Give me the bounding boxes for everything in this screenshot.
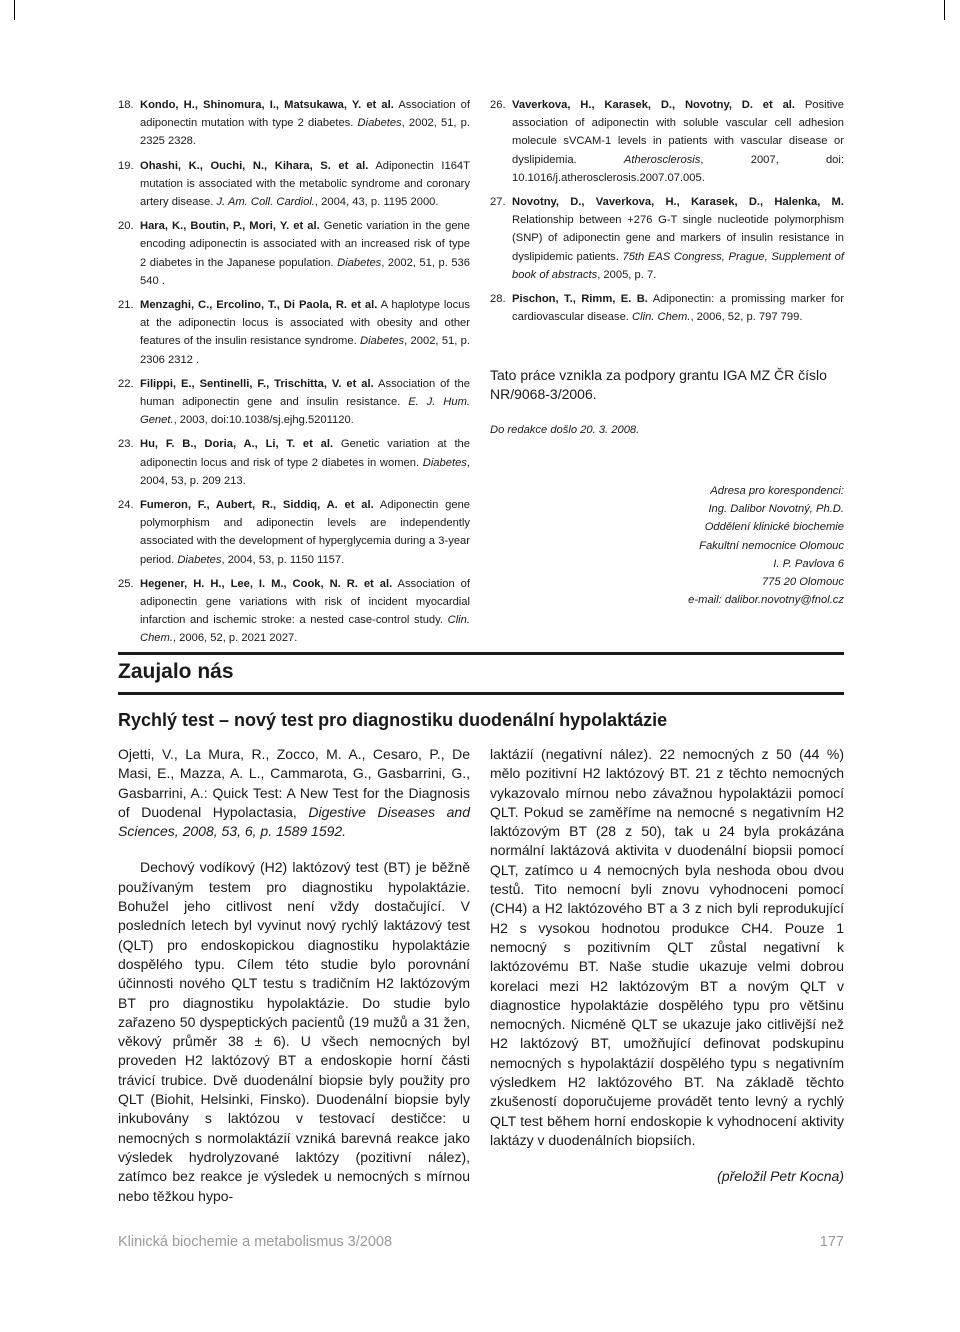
reference-item: 24. Fumeron, F., Aubert, R., Siddiq, A. et al. Adiponectin gene polymorphism and adiponectin levels are independently associated with the development of hyperglycemia during a 3-year period. Diabetes, 2004, 53, p. 1150 1157. bbox=[118, 499, 471, 566]
crop-mark-left bbox=[14, 0, 15, 20]
address-street: I. P. Pavlova 6 bbox=[773, 557, 844, 570]
reference-item: 20. Hara, K., Boutin, P., Mori, Y. et al. Genetic variation in the gene encoding adiponectin is associated with an increased risk of type 2 diabetes in the Japanese population. Diabetes, 2002, 51, p. 536 540 . bbox=[118, 220, 470, 287]
page-number: 177 bbox=[819, 1234, 844, 1250]
article-body-left bbox=[118, 745, 470, 1223]
address-email: e-mail: dalibor.novotny@fnol.cz bbox=[688, 594, 844, 607]
reference-item: 25. Hegener, H. H., Lee, I. M., Cook, N. R. et al. Association of adiponectin gene variations with risk of incident myocardial infarction and ischemic stroke: a nested case-control study. Clin. Chem., 2006, 52, p. 2021 2027. bbox=[118, 577, 470, 645]
reference-item: 23. Hu, F. B., Doria, A., Li, T. et al. Genetic variation at the adiponectin locus and risk of type 2 diabetes in women. Diabetes, 2004, 53, p. 209 213. bbox=[118, 438, 470, 487]
acknowledgement: Tato práce vznikla za podpory grantu IGA MZ ČR číslo NR/9068-3/2006. bbox=[490, 367, 827, 402]
crop-mark-right bbox=[944, 0, 945, 20]
reference-item: 28. Pischon, T., Rimm, E. B. Adiponectin: a promissing marker for cardiovascular disease. Clin. Chem., 2006, 52, p. 797 799. bbox=[490, 293, 844, 324]
address-dept: Oddělení klinické biochemie bbox=[704, 521, 844, 534]
article-body-right bbox=[490, 745, 844, 1204]
footer-journal: Klinická biochemie a metabolismus 3/2008 bbox=[118, 1234, 393, 1250]
page-footer bbox=[118, 1234, 844, 1250]
references-left-column bbox=[118, 96, 470, 654]
received-date: Do redakce došlo 20. 3. 2008. bbox=[490, 424, 640, 436]
reference-item: 21. Menzaghi, C., Ercolino, T., Di Paola, R. et al. A haplotype locus at the adiponectin locus is associated with obesity and other features of the insulin resistance syndrome. Diabetes, 2002, 51, p. 2306 2312 . bbox=[118, 299, 470, 366]
address-heading: Adresa pro korespondenci: bbox=[710, 485, 844, 497]
section-rule-bottom bbox=[118, 692, 844, 695]
correspondence-address bbox=[544, 482, 844, 609]
reference-item: 27. Novotny, D., Vaverkova, H., Karasek, D., Halenka, M. Relationship between +276 G-T single nucleotide polymorphism (SNP) of adiponectin gene and markers of insulin resistance in dyslipidemic patients. 75th EAS Congress, Prague, Supplement of book of abstracts, 2005, p. 7. bbox=[490, 196, 844, 281]
article-citation: Ojetti, V., La Mura, R., Zocco, M. A., Cesaro, P., De Masi, E., Mazza, A. L., Cammarota, G., Gasbarrini, G., Gasbarrini, A.: Quick Test: A New Test for the Diagnosis of Duodenal Hypolactasia, Digestive Diseases and Sciences, 2008, 53, 6, p. 1589 1592. bbox=[118, 746, 471, 840]
reference-item: 22. Filippi, E., Sentinelli, F., Trischitta, V. et al. Association of the human adiponectin gene and insulin resistance. E. J. Hum. Genet., 2003, doi:10.1038/sj.ejhg.5201120. bbox=[118, 377, 471, 427]
section-title: Zaujalo nás bbox=[118, 660, 234, 683]
article-paragraph: Dechový vodíkový (H2) laktózový test (BT) je běžně používaným testem pro diagnostiku hypolaktázie. Bohužel jeho citlivost není vždy dostačující. V posledních letech byl vyvinut nový rychlý laktázový test (QLT) pro endoskopickou diagnostiku hypolaktázie dospělého typu. Cílem této studie bylo porovnání účinnosti nového QLT testu s tradičním H2 laktózovým BT pro diagnostiku hypolaktázie. Do studie bylo zařazeno 50 dyspeptických pacientů (19 mužů a 31 žen, věkový průměr 38 ± 6). U všech nemocných byl proveden H2 laktózový BT a endoskopie horní části trávicí trubice. Dvě duodenální biopsie byly použity pro QLT (Biohit, Helsinki, Finsko). Duodenální biopsie byly inkubovány s laktózou v testovací destičce: u nemocných s normolaktázií vzniká barevná reakce jako výsledek hydrolyzované laktózy (pozitivní nález), zatímco bez reakce je výsledek u nemocných s mírnou nebo těžkou hypo- bbox=[118, 859, 470, 1204]
article-title: Rychlý test – nový test pro diagnostiku duodenální hypolaktázie bbox=[118, 710, 668, 730]
address-name: Ing. Dalibor Novotný, Ph.D. bbox=[708, 503, 844, 516]
article-paragraph: laktázií (negativní nález). 22 nemocných z 50 (44 %) mělo pozitivní H2 laktózový BT. 21 z těchto nemocných vykazovalo mírnou nebo závažnou hypolaktázii pomocí QLT. Pokud se zaměříme na nemocné s negativním H2 laktózovým BT (28 z 50), tak u 24 byla prokázána normální laktázová aktivita v duodenální biopsii pomocí QLT, zatímco u 4 nemocných byla neshoda obou dvou testů. Tito nemocní byli znovu vyhodnoceni pomocí (CH4) a H2 laktózového BT a 3 z nich byli reprodukující H2 s vysokou hodnotou produkce CH4. Pouze 1 nemocný s pozitivním QLT zůstal negativní k laktózovému BT. Naše studie ukazuje velmi dobrou korelaci mezi H2 laktózovým BT a novým QLT v diagnostice hypolaktázie dospělého typu pro většinu nemocných. Nicméně QLT se ukazuje jako citlivější než H2 laktózový BT, umožňující definovat podskupinu nemocných s hypolaktázií dospělého typu s negativním výsledkem H2 laktózového BT. Na základě těchto zkušeností doporučujeme provádět tento levný a rychlý QLT test během horní endoskopie k vyhodnocení aktivity laktázy v duodenálních biopsiích. bbox=[490, 746, 844, 1148]
address-hospital: Fakultní nemocnice Olomouc bbox=[699, 539, 844, 552]
reference-item: 26. Vaverkova, H., Karasek, D., Novotny, D. et al. Positive association of adiponectin with soluble vascular cell adhesion molecule sVCAM-1 levels in patients with vascular disease or dyslipidemia. Atherosclerosis, 2007, doi: 10.1016/j.atherosclerosis.2007.07.005. bbox=[490, 99, 845, 184]
references-right-column bbox=[490, 96, 844, 332]
reference-item: 18. Kondo, H., Shinomura, I., Matsukawa, Y. et al. Association of adiponectin mutation with type 2 diabetes. Diabetes, 2002, 51, p. 2325 2328. bbox=[118, 99, 471, 148]
address-city: 775 20 Olomouc bbox=[761, 576, 844, 589]
section-rule-top bbox=[118, 652, 844, 655]
reference-item: 19. Ohashi, K., Ouchi, N., Kihara, S. et al. Adiponectin I164T mutation is associated with the metabolic syndrome and coronary artery disease. J. Am. Coll. Cardiol., 2004, 43, p. 1195 2000. bbox=[118, 159, 470, 209]
translator-credit: (přeložil Petr Kocna) bbox=[717, 1168, 844, 1185]
